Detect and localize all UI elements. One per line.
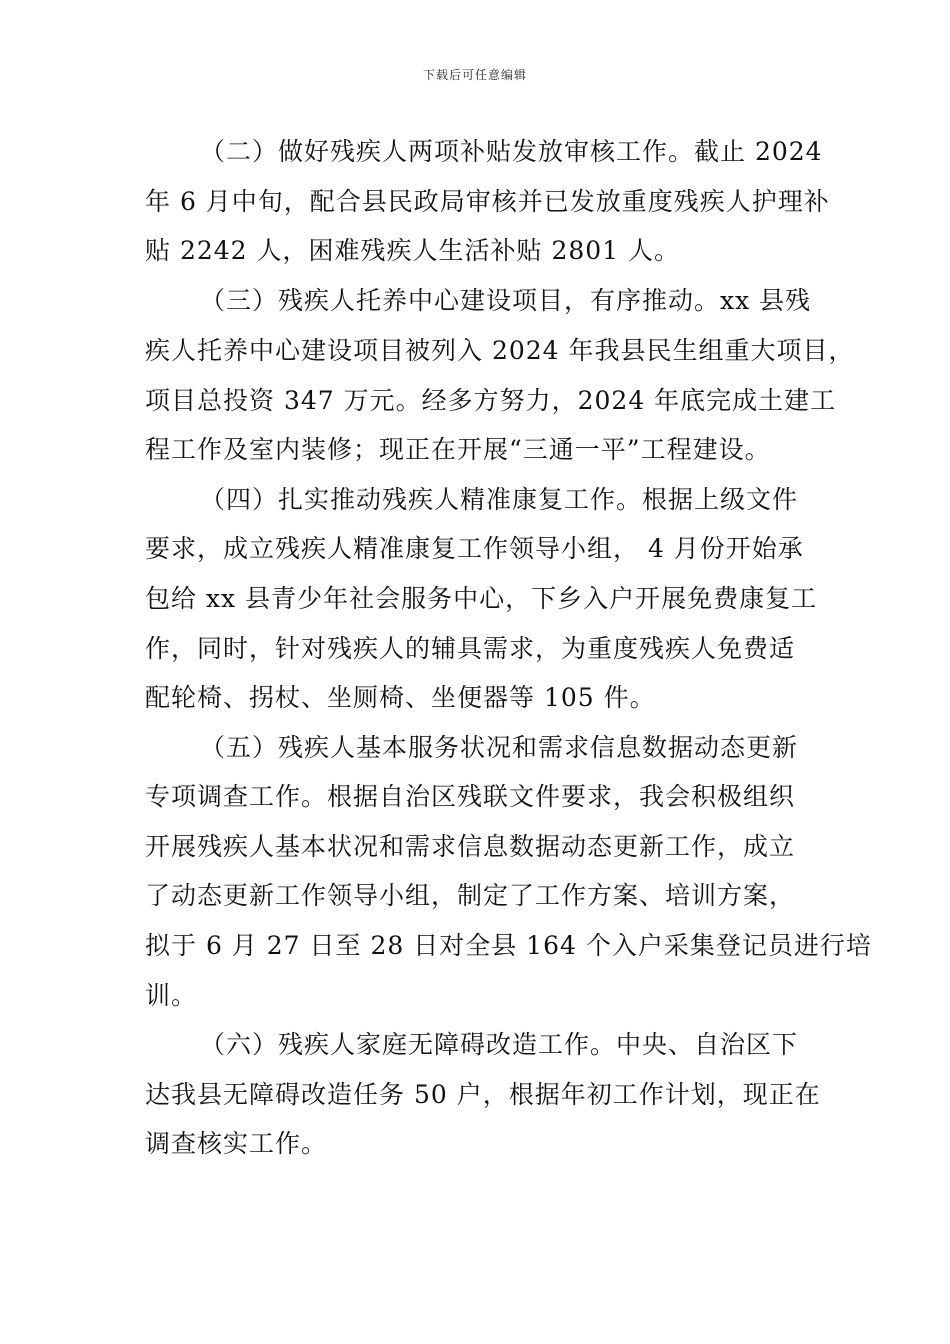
paragraph-line: （六）残疾人家庭无障碍改造工作。中央、自治区下	[200, 1030, 799, 1059]
paragraph-line: 要求，成立残疾人精准康复工作领导小组， 4 月份开始承	[145, 534, 804, 563]
paragraph-line: （五）残疾人基本服务状况和需求信息数据动态更新	[200, 733, 799, 762]
paragraph-line: （四）扎实推动残疾人精准康复工作。根据上级文件	[200, 485, 799, 514]
paragraph-line: 专项调查工作。根据自治区残联文件要求，我会积极组织	[145, 782, 796, 811]
paragraph-line: 项目总投资 347 万元。经多方努力，2024 年底完成土建工	[145, 386, 837, 415]
paragraph-line: 年 6 月中旬，配合县民政局审核并已发放重度残疾人护理补	[145, 187, 830, 216]
paragraph-line: 开展残疾人基本状况和需求信息数据动态更新工作，成立	[145, 832, 796, 861]
paragraph-line: 程工作及室内装修；现正在开展“三通一平”工程建设。	[145, 435, 771, 464]
page-header: 下载后可任意编辑	[422, 68, 527, 82]
paragraph-line: 拟于 6 月 27 日至 28 日对全县 164 个入户采集登记员进行培	[145, 931, 872, 960]
paragraph-line: 作，同时，针对残疾人的辅具需求，为重度残疾人免费适	[145, 634, 796, 663]
paragraph-line: 了动态更新工作领导小组，制定了工作方案、培训方案，	[145, 881, 796, 910]
paragraph-line: （二）做好残疾人两项补贴发放审核工作。截止 2024	[200, 137, 823, 166]
paragraph-line: 包给 xx 县青少年社会服务中心，下乡入户开展免费康复工	[145, 584, 818, 613]
paragraph-line: 调查核实工作。	[145, 1129, 328, 1158]
paragraph-line: 疾人托养中心建设项目被列入 2024 年我县民生组重大项目，	[145, 336, 855, 365]
paragraph-line: 配轮椅、拐杖、坐厕椅、坐便器等 105 件。	[145, 683, 656, 712]
paragraph-line: （三）残疾人托养中心建设项目，有序推动。xx 县残	[200, 286, 812, 315]
paragraph-line: 贴 2242 人，困难残疾人生活补贴 2801 人。	[145, 236, 681, 265]
paragraph-line: 训。	[145, 981, 198, 1010]
paragraph-line: 达我县无障碍改造任务 50 户，根据年初工作计划，现正在	[145, 1080, 821, 1109]
